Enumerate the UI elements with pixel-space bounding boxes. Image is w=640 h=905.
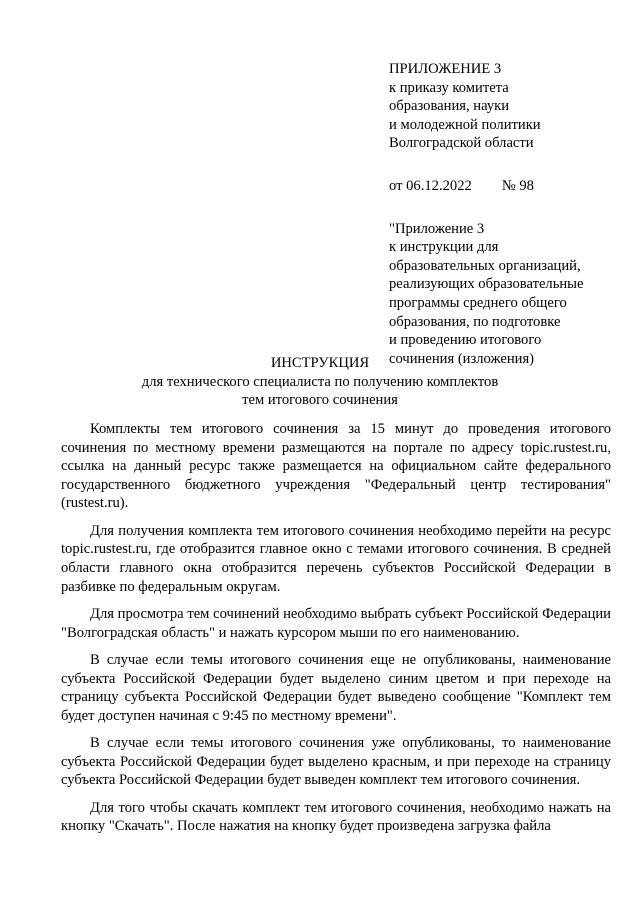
order-number: № 98 [501, 177, 534, 194]
title-subtitle: тем итогового сочинения [242, 392, 398, 409]
appendix-line: Волгоградской области [389, 135, 534, 152]
appendix-line: к приказу комитета [389, 79, 509, 96]
paragraph: Для просмотра тем сочинений необходимо выбрать субъект Российской Федерации "Волгоградская область" и нажать курсором мыши по его наименованию. [61, 605, 611, 641]
spacer [389, 153, 629, 177]
appendix-header [389, 60, 629, 368]
sub-appendix-line: к инструкции для [389, 239, 499, 256]
order-date-line [389, 177, 629, 196]
appendix-line: и молодежной политики [389, 116, 541, 133]
title-subtitle: для технического специалиста по получению комплектов [141, 373, 499, 390]
appendix-line: образования, науки [389, 98, 510, 115]
sub-appendix-title: "Приложение 3 [389, 220, 485, 237]
appendix-title: ПРИЛОЖЕНИЕ 3 [389, 61, 502, 77]
paragraph: В случае если темы итогового сочинения еще не опубликованы, наименование субъекта Российской Федерации будет выделено синим цветом и при переходе на страницу субъекта Российской Федерации будет выведено сообщение "Комплект тем будет доступен начиная с 9:45 по местному времени". [61, 651, 611, 724]
sub-appendix-line: образования, по подготовке [389, 313, 561, 330]
paragraph: В случае если темы итогового сочинения уже опубликованы, то наименование субъекта Российской Федерации будет выделено красным, и при переходе на страницу субъекта Российской Федерации будет выведен комплект тем итогового сочинения. [61, 735, 611, 789]
sub-appendix-line: программы среднего общего [389, 294, 567, 311]
sub-appendix-line: образовательных организаций, [389, 257, 581, 274]
sub-appendix-line: сочинения (изложения) [389, 350, 535, 367]
document-body [61, 420, 611, 845]
sub-appendix-line: реализующих образовательные [389, 276, 584, 293]
document-title [0, 354, 640, 410]
order-date: от 06.12.2022 [389, 177, 472, 194]
spacer [389, 196, 629, 220]
title-heading: ИНСТРУКЦИЯ [270, 355, 370, 371]
paragraph: Для того чтобы скачать комплект тем итогового сочинения, необходимо нажать на кнопку "Скачать". После нажатия на кнопку будет произведена загрузка файла [61, 799, 611, 835]
paragraph: Комплекты тем итогового сочинения за 15 минут до проведения итогового сочинения по местному времени размещаются на портале по адресу topic.rustest.ru, ссылка на данный ресурс также размещается на официальном сайте федерального государственного бюджетного учреждения "Федеральный центр тестирования" (rustest.ru). [61, 421, 611, 512]
sub-appendix-line: и проведению итогового [389, 332, 542, 349]
paragraph: Для получения комплекта тем итогового сочинения необходимо перейти на ресурс topic.rustest.ru, где отобразится главное окно с темами итогового сочинения. В средней области главного окна отобразится перечень субъектов Российской Федерации в разбивке по федеральным округам. [61, 522, 611, 595]
